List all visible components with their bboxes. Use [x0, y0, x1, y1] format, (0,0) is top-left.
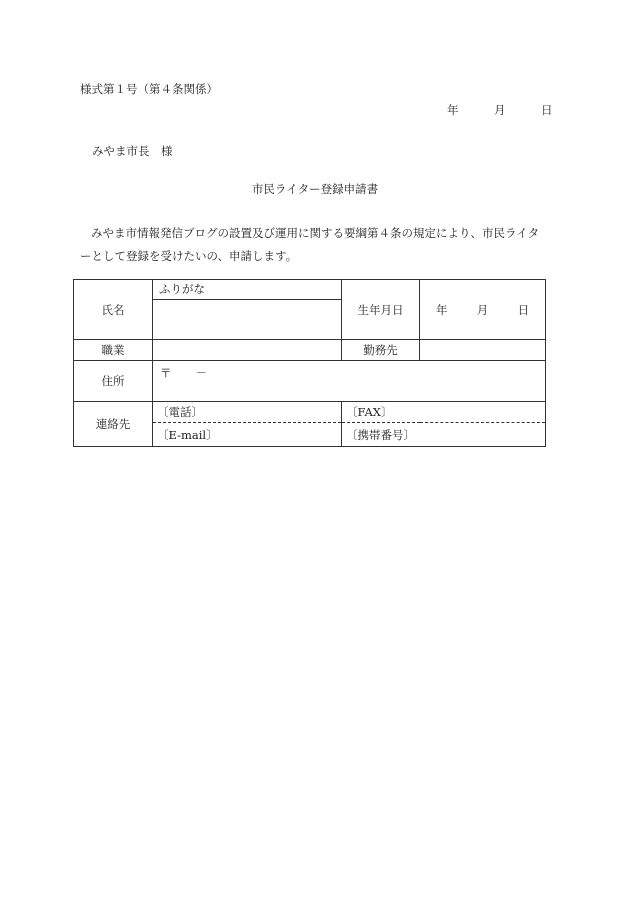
fax-field[interactable] [342, 402, 546, 423]
furigana-field[interactable] [153, 280, 342, 300]
document-title: 市民ライター登録申請書 [251, 182, 379, 196]
birthdate-label: 生年月日 [357, 302, 404, 317]
contact-label-cell [74, 402, 153, 447]
name-label-cell [74, 280, 153, 340]
address-label: 住所 [101, 374, 125, 388]
birth-year-label: 年 [435, 302, 448, 317]
workplace-field[interactable] [420, 340, 546, 361]
date-month-label: 月 [494, 103, 506, 117]
name-label: 氏名 [101, 302, 125, 317]
birth-day-label: 日 [517, 302, 530, 317]
form-number: 様式第１号（第４条関係） [80, 82, 218, 96]
name-field[interactable] [153, 300, 342, 340]
postal-mark: 〒 [160, 366, 172, 380]
birthdate-label-cell [342, 280, 420, 340]
contact-label: 連絡先 [95, 417, 131, 431]
body-text: みやま市情報発信ブログの設置及び運用に関する要綱第４条の規定により、市民ライターとして登録を受けたいの、申請します。 [80, 226, 540, 263]
date-year-label: 年 [447, 103, 459, 117]
email-field[interactable] [153, 423, 342, 447]
address-field[interactable] [153, 361, 546, 402]
phone-field[interactable] [153, 402, 342, 423]
occupation-label: 職業 [101, 343, 125, 357]
email-label: 〔E-mail〕 [157, 427, 218, 442]
birthdate-field[interactable] [420, 280, 546, 340]
mobile-field[interactable] [342, 423, 546, 447]
date-day-label: 日 [541, 103, 553, 117]
mobile-label: 〔携帯番号〕 [346, 427, 415, 442]
occupation-label-cell [74, 340, 153, 361]
postal-dash: － [195, 366, 207, 380]
addressee: みやま市長 様 [92, 144, 173, 158]
fax-label: 〔FAX〕 [346, 405, 393, 419]
workplace-label: 勤務先 [363, 343, 398, 357]
phone-label: 〔電話〕 [157, 405, 203, 419]
occupation-field[interactable] [153, 340, 342, 361]
furigana-label: ふりがな [159, 282, 205, 296]
birth-month-label: 月 [476, 302, 489, 317]
application-form-table [73, 279, 546, 447]
workplace-label-cell [342, 340, 420, 361]
address-label-cell [74, 361, 153, 402]
